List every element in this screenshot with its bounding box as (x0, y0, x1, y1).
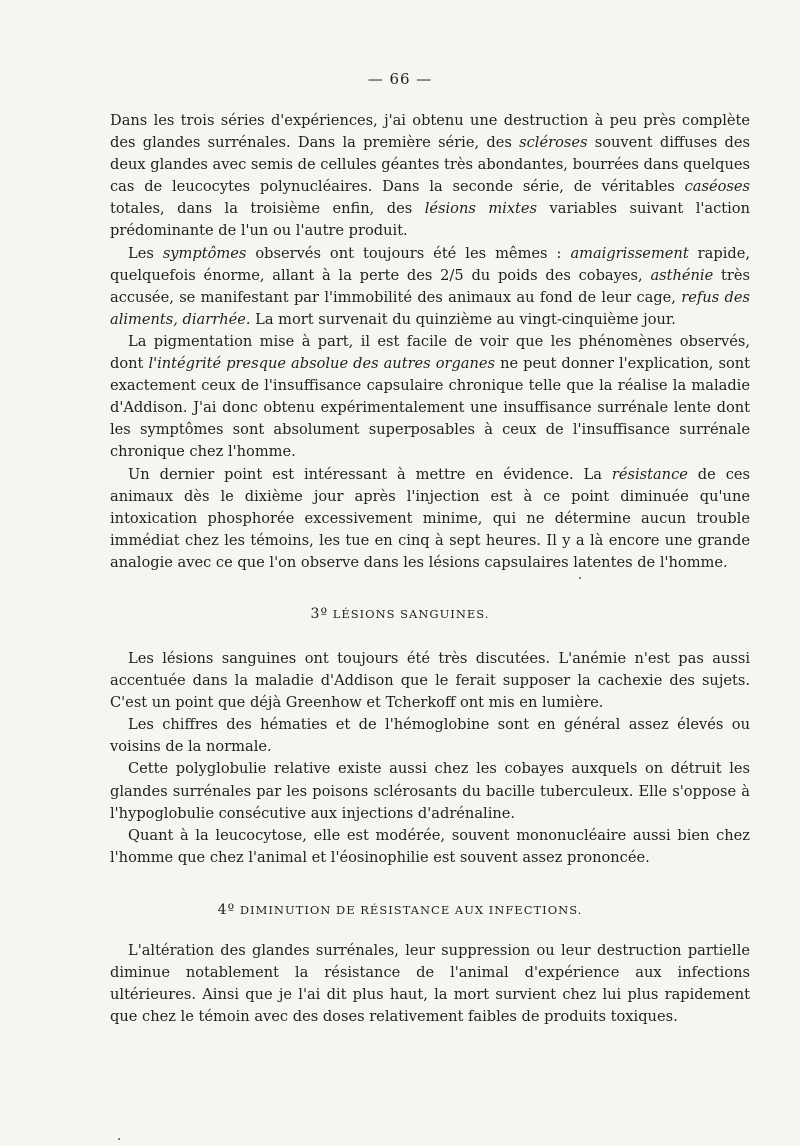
paragraph-text: Les (128, 244, 163, 262)
section-3-body (110, 940, 750, 1028)
emphasis-text: scléroses (519, 134, 588, 152)
paragraph (110, 464, 750, 574)
section-heading-lesions-sanguines (0, 606, 800, 622)
section-title: LÉSIONS SANGUINES. (332, 607, 490, 621)
speck-mark (118, 1138, 120, 1140)
paragraph (110, 648, 750, 714)
paragraph-text: L'altération des glandes surrénales, leur suppression ou leur destruction partielle diminue notablement la résistance de l'animal d'expérience aux infections ultérieures. Ainsi que je l'ai dit plus haut, la mort survient chez lui plus rapidement que chez le témoin avec des doses relativement faibles de produits toxiques. (110, 942, 750, 1026)
paragraph (110, 243, 750, 331)
paragraph (110, 110, 750, 243)
section-number: 4º (217, 902, 236, 918)
section-heading-diminution-resistance (0, 902, 800, 918)
section-title: DIMINUTION DE RÉSISTANCE AUX INFECTIONS. (239, 903, 583, 917)
paragraph-text: Dans les trois séries d'expériences, j'ai obtenu une destruction à peu près complète des glandes surrénales. Dans la première série, des (110, 112, 750, 152)
paragraph-text: Cette polyglobulie relative existe aussi chez les cobayes auxquels on détruit les glandes surrénales par les poisons sclérosants du bacille tuberculeux. Elle s'oppose à l'hypoglobulie consécutive aux injections d'adrénaline. (110, 760, 750, 822)
paragraph (110, 331, 750, 464)
paragraph-text: très accusée, se manifestant par l'immobilité des animaux au fond de leur cage, (110, 266, 750, 306)
paragraph (110, 714, 750, 758)
section-number: 3º (310, 606, 329, 622)
paragraph-text: La mort survenait du quinzième au vingt-cinquième jour. (250, 310, 676, 328)
paragraph-text: ne peut donner l'explication, sont exactement ceux de l'insuffisance capsulaire chronique telle que la réalise la maladie d'Addison. J'ai donc obtenu expérimentalement une insuffisance surrénale lente dont les symptômes sont absolument superposables à ceux de l'insuffisance surrénale chronique chez l'homme. (110, 355, 751, 461)
paragraph-text: totales, dans la troisième enfin, des (110, 200, 425, 218)
paragraph (110, 825, 750, 869)
paragraph-text: Quant à la leucocytose, elle est modérée, souvent mononucléaire aussi bien chez l'homme que chez l'animal et l'éosinophilie est souvent assez prononcée. (110, 826, 750, 866)
paragraph-text: de ces animaux dès le dixième jour après l'injection est à ce point diminuée qu'une intoxication phosphorée excessivement minime, qui ne détermine aucun trouble immédiat chez les témoins, les tue en cinq à sept heures. Il y a là encore une grande analogie avec ce que l'on observe dans les lésions capsulaires latentes de l'homme. (110, 465, 750, 571)
section-1-body (110, 110, 750, 574)
emphasis-text: symptômes (162, 244, 247, 262)
emphasis-text: amaigrissement (570, 244, 689, 262)
paragraph-text: variables suivant l'action prédominante de l'un ou l'autre produit. (110, 200, 750, 240)
paragraph (110, 758, 750, 824)
paragraph-text: souvent diffuses des deux glandes avec semis de cellules géantes très abondantes, bourrées dans quelques cas de leucocytes polynucléaires. Dans la seconde série, de véritables (110, 134, 750, 196)
paragraph-text: Un dernier point est intéressant à mettre en évidence. La (128, 465, 612, 483)
paragraph-text: Les chiffres des hématies et de l'hémoglobine sont en général assez élevés ou voisins de la normale. (110, 716, 750, 756)
paragraph (110, 940, 750, 1028)
emphasis-text: refus des aliments, diarrhée. (110, 288, 750, 328)
emphasis-text: caséoses (684, 178, 750, 196)
paragraph-text: observés ont toujours été les mêmes : (246, 244, 571, 262)
page-number: — 66 — (367, 70, 433, 88)
section-2-body (110, 648, 750, 869)
paragraph-text: La pigmentation mise à part, il est facile de voir que les phénomènes observés, dont (110, 332, 750, 373)
emphasis-text: résistance (611, 465, 688, 483)
paragraph-text: Les lésions sanguines ont toujours été très discutées. L'anémie n'est pas aussi accentuée dans la maladie d'Addison que le ferait supposer la cachexie des sujets. C'est un point que déjà Greenhow et Tcherkoff ont mis en lumière. (110, 650, 750, 712)
emphasis-text: lésions mixtes (424, 200, 538, 218)
paragraph-text: rapide, quelquefois énorme, allant à la perte des 2/5 du poids des cobayes, (110, 244, 750, 284)
emphasis-text: asthénie (650, 266, 714, 284)
speck-mark (579, 577, 581, 579)
emphasis-text: l'intégrité presque absolue des autres organes (148, 355, 496, 373)
